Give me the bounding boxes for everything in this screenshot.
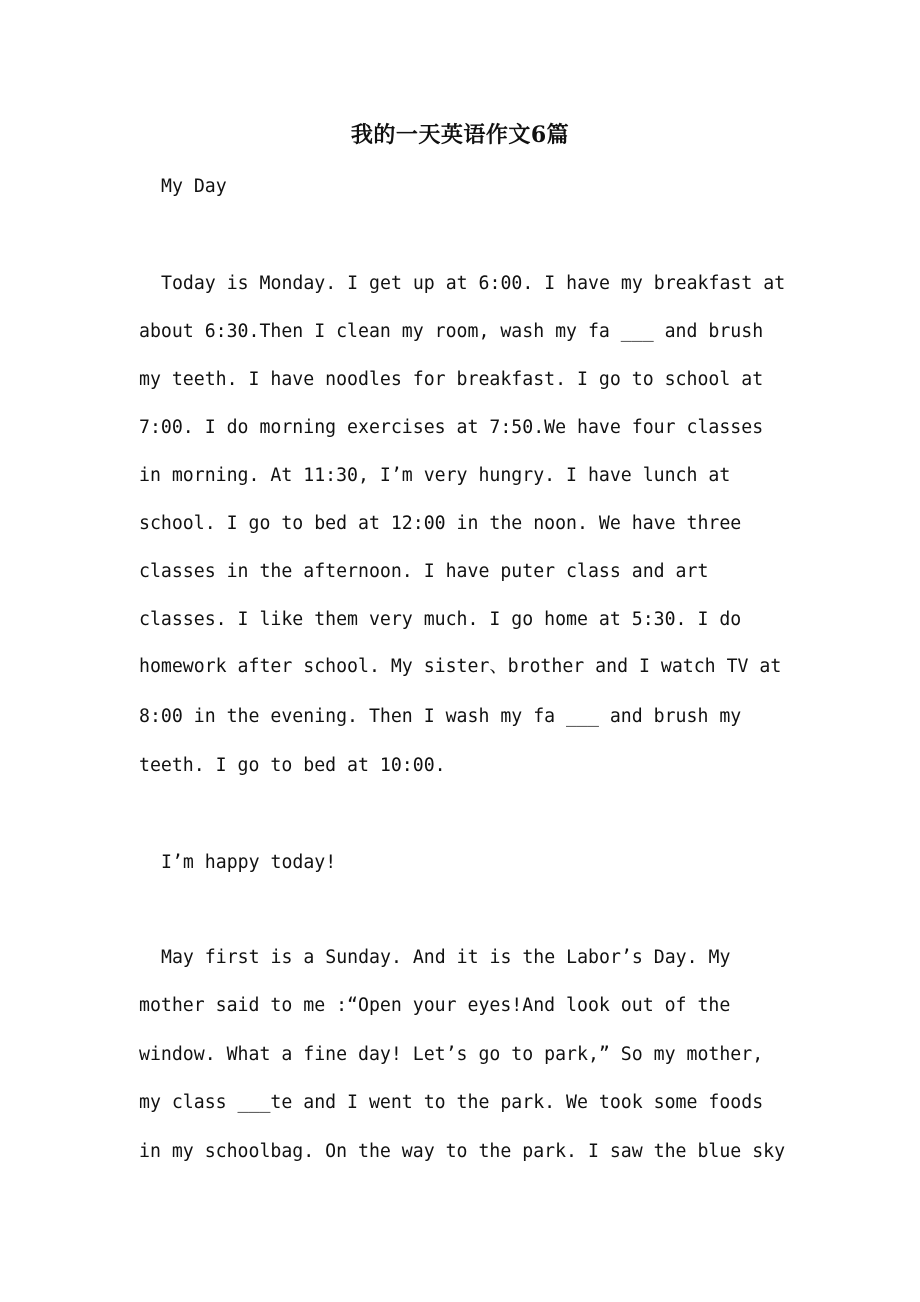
paragraph-line: my teeth. I have noodles for breakfast. I go to school at — [139, 369, 764, 390]
paragraph-line: in morning. At 11:30, I’m very hungry. I have lunch at — [139, 465, 731, 486]
paragraph-line: window. What a fine day! Let’s go to park,” So my mother, — [139, 1044, 764, 1065]
paragraph-line: classes. I like them very much. I go home at 5:30. I do — [139, 609, 742, 630]
paragraph-line: in my schoolbag. On the way to the park. I saw the blue sky — [139, 1141, 786, 1162]
paragraph-line: my class ___te and I went to the park. We took some foods — [139, 1092, 764, 1113]
paragraph-line: homework after school. My sister、brother and I watch TV at — [139, 656, 782, 677]
paragraph-line: about 6:30.Then I clean my room, wash my fa ___ and brush — [139, 321, 764, 342]
document-title: 我的一天英语作文6篇 — [350, 122, 570, 148]
paragraph-line: mother said to me :“Open your eyes!And look out of the — [139, 995, 731, 1016]
paragraph-line: classes in the afternoon. I have puter class and art — [139, 561, 709, 582]
paragraph-line: Today is Monday. I get up at 6:00. I have my breakfast at — [161, 273, 786, 294]
section-heading: My Day — [161, 176, 227, 197]
paragraph-line: school. I go to bed at 12:00 in the noon. We have three — [139, 513, 742, 534]
paragraph-line: May first is a Sunday. And it is the Labor’s Day. My — [161, 947, 731, 968]
paragraph-line: teeth. I go to bed at 10:00. — [139, 755, 446, 776]
section-heading: I’m happy today! — [161, 852, 337, 873]
paragraph-line: 8:00 in the evening. Then I wash my fa ___ and brush my — [139, 706, 742, 727]
paragraph-line: 7:00. I do morning exercises at 7:50.We have four classes — [139, 417, 764, 438]
